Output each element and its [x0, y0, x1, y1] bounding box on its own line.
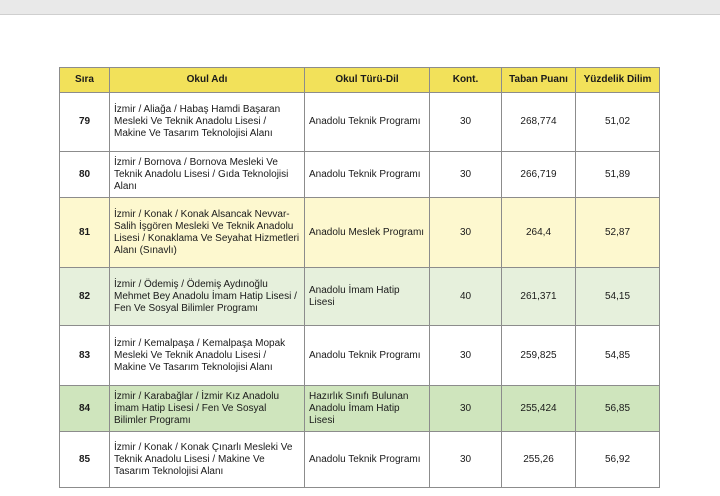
- cell-sira: 79: [60, 93, 110, 152]
- school-ranking-table: [59, 67, 660, 488]
- cell-kont: 30: [430, 326, 502, 386]
- cell-yuzdelik: 56,92: [576, 432, 660, 488]
- header-kont: Kont.: [430, 68, 502, 93]
- cell-okul-adi: İzmir / Bornova / Bornova Mesleki Ve Teknik Anadolu Lisesi / Gıda Teknolojisi Alanı: [110, 152, 305, 198]
- table-row: [60, 198, 660, 268]
- cell-okul-adi: İzmir / Konak / Konak Çınarlı Mesleki Ve Teknik Anadolu Lisesi / Makine Ve Tasarım Teknolojisi Alanı: [110, 432, 305, 488]
- cell-yuzdelik: 54,85: [576, 326, 660, 386]
- cell-okul-adi: İzmir / Kemalpaşa / Kemalpaşa Mopak Mesleki Ve Teknik Anadolu Lisesi / Makine Ve Tasarım Teknolojisi Alanı: [110, 326, 305, 386]
- cell-yuzdelik: 54,15: [576, 268, 660, 326]
- table-header-row: [60, 68, 660, 93]
- cell-kont: 30: [430, 198, 502, 268]
- cell-okul-turu: Anadolu Teknik Programı: [305, 432, 430, 488]
- header-yuzdelik: Yüzdelik Dilim: [576, 68, 660, 93]
- cell-okul-adi: İzmir / Ödemiş / Ödemiş Aydınoğlu Mehmet Bey Anadolu İmam Hatip Lisesi / Fen Ve Sosyal Bilimler Programı: [110, 268, 305, 326]
- cell-okul-turu: Anadolu Teknik Programı: [305, 326, 430, 386]
- table-row: [60, 432, 660, 488]
- table-row: [60, 93, 660, 152]
- header-taban-puani: Taban Puanı: [502, 68, 576, 93]
- cell-sira: 81: [60, 198, 110, 268]
- cell-kont: 30: [430, 432, 502, 488]
- cell-kont: 40: [430, 268, 502, 326]
- table-row: [60, 268, 660, 326]
- cell-yuzdelik: 51,02: [576, 93, 660, 152]
- cell-taban-puani: 264,4: [502, 198, 576, 268]
- cell-okul-turu: Anadolu Teknik Programı: [305, 152, 430, 198]
- cell-okul-adi: İzmir / Konak / Konak Alsancak Nevvar-Salih İşgören Mesleki Ve Teknik Anadolu Lisesi / Konaklama Ve Seyahat Hizmetleri Alanı (Sınavlı): [110, 198, 305, 268]
- cell-taban-puani: 261,371: [502, 268, 576, 326]
- cell-taban-puani: 255,424: [502, 386, 576, 432]
- viewer-top-bar: [0, 0, 720, 15]
- cell-kont: 30: [430, 386, 502, 432]
- cell-yuzdelik: 51,89: [576, 152, 660, 198]
- cell-kont: 30: [430, 93, 502, 152]
- cell-taban-puani: 255,26: [502, 432, 576, 488]
- cell-taban-puani: 259,825: [502, 326, 576, 386]
- table-row: [60, 326, 660, 386]
- cell-okul-turu: Anadolu İmam Hatip Lisesi: [305, 268, 430, 326]
- cell-sira: 83: [60, 326, 110, 386]
- cell-sira: 82: [60, 268, 110, 326]
- cell-yuzdelik: 52,87: [576, 198, 660, 268]
- table-row: [60, 152, 660, 198]
- cell-kont: 30: [430, 152, 502, 198]
- cell-sira: 84: [60, 386, 110, 432]
- document-page: [0, 15, 720, 496]
- header-okul-adi: Okul Adı: [110, 68, 305, 93]
- header-sira: Sıra: [60, 68, 110, 93]
- cell-okul-turu: Hazırlık Sınıfı Bulunan Anadolu İmam Hatip Lisesi: [305, 386, 430, 432]
- cell-yuzdelik: 56,85: [576, 386, 660, 432]
- table-row: [60, 386, 660, 432]
- cell-sira: 85: [60, 432, 110, 488]
- cell-sira: 80: [60, 152, 110, 198]
- cell-taban-puani: 266,719: [502, 152, 576, 198]
- cell-okul-turu: Anadolu Meslek Programı: [305, 198, 430, 268]
- cell-okul-adi: İzmir / Aliağa / Habaş Hamdi Başaran Mesleki Ve Teknik Anadolu Lisesi / Makine Ve Tasarım Teknolojisi Alanı: [110, 93, 305, 152]
- cell-okul-adi: İzmir / Karabağlar / İzmir Kız Anadolu İmam Hatip Lisesi / Fen Ve Sosyal Bilimler Programı: [110, 386, 305, 432]
- cell-taban-puani: 268,774: [502, 93, 576, 152]
- cell-okul-turu: Anadolu Teknik Programı: [305, 93, 430, 152]
- header-okul-turu: Okul Türü-Dil: [305, 68, 430, 93]
